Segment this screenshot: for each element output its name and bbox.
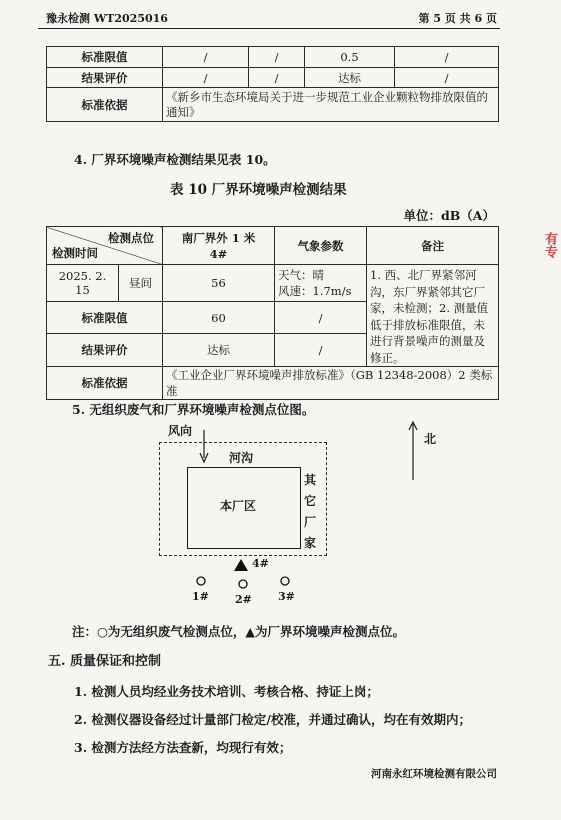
table-header-row <box>47 227 499 265</box>
seal-stamp: 有专 <box>542 232 557 258</box>
basis-label: 标准依据 <box>47 367 163 400</box>
header-weather: 气象参数 <box>275 227 367 265</box>
noise-table <box>46 226 499 400</box>
table-row <box>47 47 499 68</box>
header-rule <box>38 28 500 29</box>
table-cell: 达标 <box>305 68 395 88</box>
plant-label: 本厂区 <box>220 499 257 513</box>
weather-condition: 天气：晴 <box>278 268 324 283</box>
table-row <box>47 367 499 400</box>
item-5-text: 5. 无组织废气和厂界环境噪声检测点位图。 <box>72 402 315 417</box>
table-10-unit: 单位：dB（A） <box>403 208 495 223</box>
row-label: 标准依据 <box>47 88 163 122</box>
point-1-circle-icon <box>196 576 206 586</box>
table-cell: / <box>249 68 305 88</box>
qa-item-1: 1. 检测人员均经业务技术培训、考核合格、持证上岗； <box>74 684 379 699</box>
header-note: 备注 <box>367 227 499 265</box>
header-time: 检测时间 <box>52 246 98 260</box>
row-label: 标准限值 <box>47 47 163 68</box>
noise-point-triangle-icon <box>234 559 248 571</box>
top-table <box>46 46 499 122</box>
qa-item-3: 3. 检测方法经方法查新，均现行有效； <box>74 740 292 755</box>
wind-speed: 风速：1.7m/s <box>278 284 352 299</box>
header-site <box>163 227 275 265</box>
point-3-circle-icon <box>280 576 290 586</box>
footer-company: 河南永红环境检测有限公司 <box>371 768 497 780</box>
row-label: 结果评价 <box>47 68 163 88</box>
eval-weather: / <box>275 333 367 366</box>
measure-period: 昼间 <box>119 265 163 302</box>
weather-cell <box>275 265 367 302</box>
table-10-title: 表 10 厂界环境噪声检测结果 <box>170 182 347 198</box>
limit-label: 标准限值 <box>47 302 163 333</box>
point-1-label: 1# <box>192 590 209 603</box>
item-4-text: 4. 厂界环境噪声检测结果见表 10。 <box>74 152 276 167</box>
note-cell: 1. 西、北厂界紧邻河沟，东厂界紧邻其它厂家，未检测；2. 测量值低于排放标准限值，未进行背景噪声的测量及修正。 <box>367 265 499 367</box>
header-left: 豫永检测 WT2025016 <box>46 12 168 25</box>
basis-standard: 《工业企业厂界环境噪声排放标准》（GB 12348-2008）2 类标准 <box>163 367 499 400</box>
table-row <box>47 88 499 122</box>
measure-date: 2025. 2. 15 <box>47 265 119 302</box>
river-label: 河沟 <box>229 451 254 465</box>
other-factory-label: 其它厂家 <box>303 473 316 550</box>
table-cell: / <box>249 47 305 68</box>
section-title: 五. 质量保证和控制 <box>48 654 162 669</box>
wind-label: 风向 <box>168 424 193 438</box>
table-cell: / <box>395 47 499 68</box>
table-cell: 0.5 <box>305 47 395 68</box>
limit-value: 60 <box>163 302 275 333</box>
table-cell: / <box>395 68 499 88</box>
point-4-label: 4# <box>252 557 269 570</box>
table-row <box>47 68 499 88</box>
limit-weather: / <box>275 302 367 333</box>
table-cell: / <box>163 47 249 68</box>
header-point: 检测点位 <box>108 231 154 245</box>
table-cell: / <box>163 68 249 88</box>
legend-note: 注：○为无组织废气检测点位，▲为厂界环境噪声检测点位。 <box>72 624 406 639</box>
header-site-number: 4# <box>209 246 228 261</box>
point-2-label: 2# <box>235 593 252 606</box>
point-2-circle-icon <box>238 579 248 589</box>
measure-value: 56 <box>163 265 275 302</box>
north-arrow-icon <box>405 420 421 482</box>
header-site-name: 南厂界外 1 米 <box>181 230 256 245</box>
eval-value: 达标 <box>163 333 275 366</box>
diagonal-header-cell <box>47 227 163 265</box>
basis-text: 《新乡市生态环境局关于进一步规范工业企业颗粒物排放限值的通知》 <box>163 88 499 122</box>
table-row <box>47 265 499 302</box>
qa-item-2: 2. 检测仪器设备经过计量部门检定/校准，并通过确认，均在有效期内； <box>74 712 471 727</box>
eval-label: 结果评价 <box>47 333 163 366</box>
header-page-number: 第 5 页 共 6 页 <box>418 12 497 25</box>
point-3-label: 3# <box>278 590 295 603</box>
north-label: 北 <box>424 432 437 446</box>
